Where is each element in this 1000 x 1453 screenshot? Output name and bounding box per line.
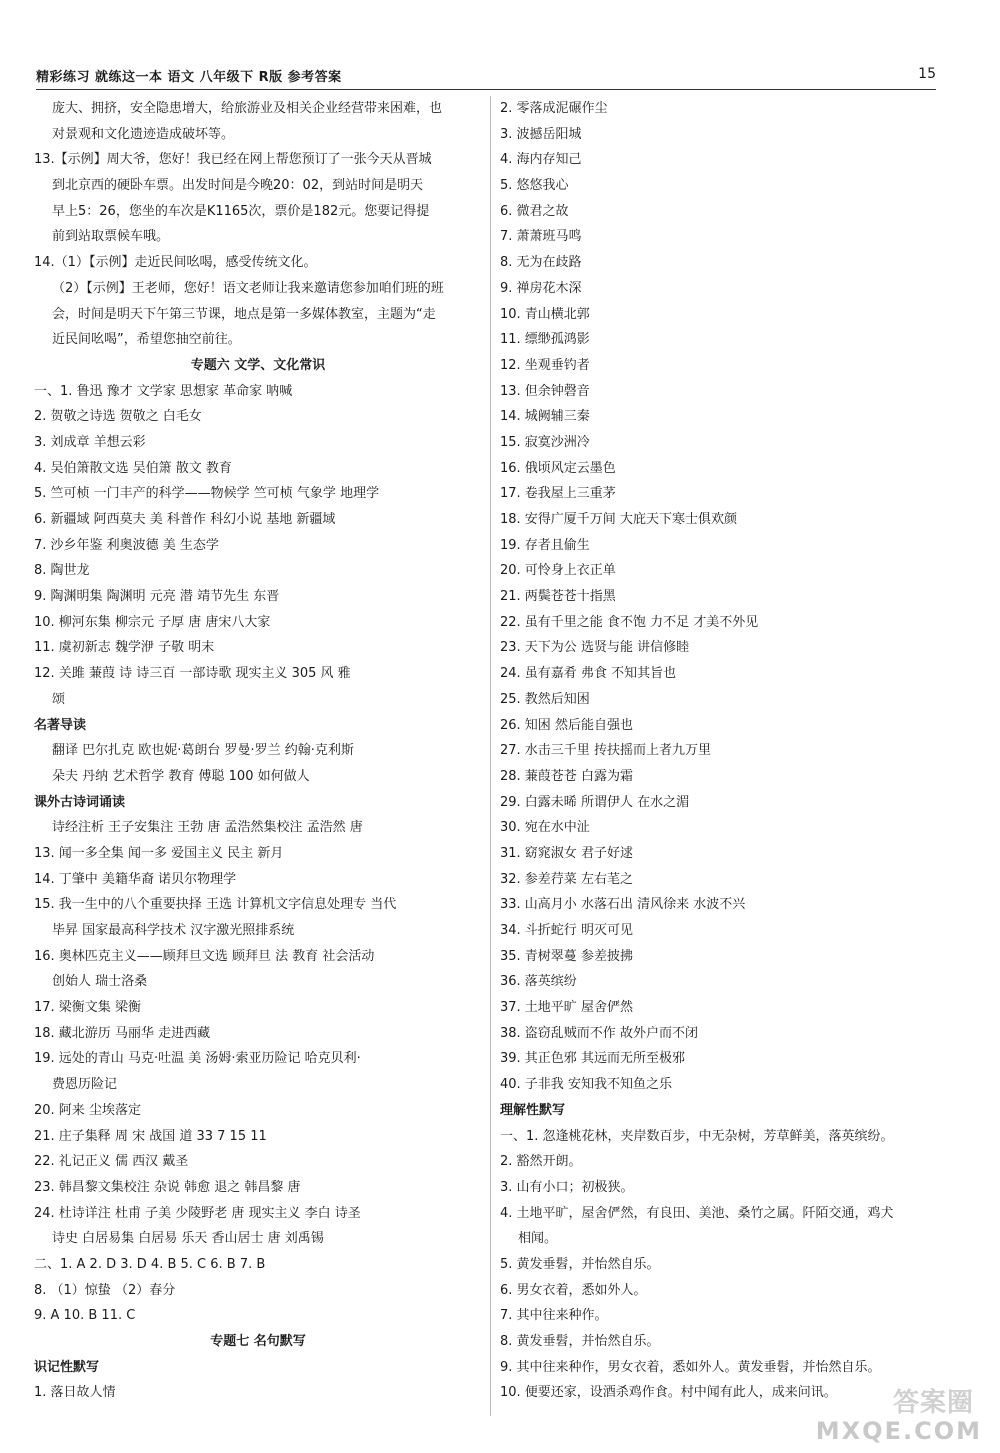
- answer-line: 37. 土地平旷 屋舍俨然: [500, 1000, 633, 1016]
- answer-line: 一、1. 忽逢桃花林，夹岸数百步，中无杂树，芳草鲜美，落英缤纷。: [500, 1128, 894, 1144]
- answer-line: 38. 盗窃乱贼而不作 故外户而不闭: [500, 1025, 698, 1041]
- answer-line: 22. 虽有千里之能 食不饱 力不足 才美不外见: [500, 614, 759, 630]
- subsection-title: 理解性默写: [500, 1102, 566, 1118]
- answer-line: 创始人 瑞士洛桑: [52, 974, 148, 990]
- answer-line: 近民间吆喝”，希望您抽空前往。: [52, 332, 241, 348]
- answer-line: 17. 卷我屋上三重茅: [500, 486, 616, 502]
- answer-line: 14. 城阙辅三秦: [500, 409, 590, 425]
- answer-line: 19. 存者且偷生: [500, 537, 590, 553]
- answer-line: 12. 坐观垂钓者: [500, 357, 590, 373]
- answer-line: 10. 便要还家，设酒杀鸡作食。村中闻有此人，成来问讯。: [500, 1385, 837, 1401]
- answer-line: 9. A 10. B 11. C: [34, 1308, 136, 1324]
- answer-line: 12. 关雎 蒹葭 诗 诗三百 一部诗歌 现实主义 305 风 雅: [34, 666, 351, 682]
- page-number: 15: [918, 66, 936, 82]
- answer-line: 会，时间是明天下午第三节课，地点是第一多媒体教室，主题为“走: [52, 306, 436, 322]
- answer-line: 8. （1）惊蛰 （2）春分: [34, 1282, 176, 1298]
- answer-line: 4. 土地平旷，屋舍俨然，有良田、美池、桑竹之属。阡陌交通，鸡犬: [500, 1205, 894, 1221]
- answer-line: 3. 刘成章 羊想云彩: [34, 434, 146, 450]
- answer-line: 18. 安得广厦千万间 大庇天下寒士俱欢颜: [500, 512, 737, 527]
- answer-line: 4. 海内存知己: [500, 152, 582, 168]
- answer-line: 15. 寂寞沙洲冷: [500, 434, 590, 450]
- answer-line: 13. 但余钟磬音: [500, 383, 590, 399]
- answer-line: 40. 子非我 安知我不知鱼之乐: [500, 1077, 672, 1093]
- answer-line: 5. 悠悠我心: [500, 178, 569, 194]
- answer-line: 诗经注析 王子安集注 王勃 唐 孟浩然集校注 孟浩然 唐: [52, 820, 363, 836]
- answer-line: 20. 可怜身上衣正单: [500, 563, 616, 579]
- answer-line: 2. 零落成泥碾作尘: [500, 101, 608, 116]
- answer-line: 31. 窈窕淑女 君子好逑: [500, 845, 633, 861]
- answer-line: 13. 闻一多全集 闻一多 爱国主义 民主 新月: [34, 845, 284, 861]
- answer-line: 28. 蒹葭苍苍 白露为霜: [500, 768, 633, 784]
- column-divider: [490, 96, 491, 1416]
- answer-line: 30. 宛在水中沚: [500, 820, 590, 836]
- answer-line: 5. 竺可桢 一门丰产的科学——物候学 竺可桢 气象学 地理学: [34, 486, 380, 502]
- answer-line: 18. 藏北游历 马丽华 走进西藏: [34, 1025, 211, 1041]
- header-title: 精彩练习 就练这一本 语文 八年级下 R版 参考答案: [36, 70, 342, 85]
- right-column: [500, 96, 940, 1406]
- answer-line: 9. 其中往来种作，男女衣着，悉如外人。黄发垂髫，并怡然自乐。: [500, 1359, 881, 1375]
- answer-line: 翻译 巴尔扎克 欧也妮·葛朗台 罗曼·罗兰 约翰·克利斯: [52, 743, 354, 759]
- answer-line: 相闻。: [518, 1231, 558, 1247]
- answer-line: 13.【示例】周大爷，您好！我已经在网上帮您预订了一张今天从晋城: [34, 152, 432, 168]
- answer-line: 颂: [52, 691, 66, 707]
- answer-line: 27. 水击三千里 抟扶摇而上者九万里: [500, 743, 711, 759]
- answer-line: 24. 虽有嘉肴 弗食 不知其旨也: [500, 666, 677, 682]
- answer-line: 二、1. A 2. D 3. D 4. B 5. C 6. B 7. B: [34, 1256, 266, 1272]
- answer-line: 23. 天下为公 选贤与能 讲信修睦: [500, 640, 690, 656]
- answer-line: 毕昇 国家最高科学技术 汉字激光照排系统: [52, 923, 295, 938]
- left-column: [34, 96, 482, 1406]
- answer-line: 早上5：26，您坐的车次是K1165次，票价是182元。您要记得提: [52, 203, 430, 219]
- answer-line: 费恩历险记: [52, 1077, 118, 1093]
- answer-line: 2. 豁然开朗。: [500, 1154, 582, 1170]
- answer-line: （2）【示例】王老师，您好！语文老师让我来邀请您参加咱们班的班: [52, 280, 444, 296]
- answer-line: 10. 青山横北郭: [500, 306, 590, 322]
- section-heading: 专题六 文学、文化常识: [190, 357, 326, 373]
- section-heading: 专题七 名句默写: [210, 1334, 306, 1349]
- answer-line: 33. 山高月小 水落石出 清风徐来 水波不兴: [500, 897, 746, 913]
- answer-line: 3. 波撼岳阳城: [500, 126, 582, 142]
- answer-line: 4. 吴伯箫散文选 吴伯箫 散文 教育: [34, 460, 232, 476]
- answer-line: 36. 落英缤纷: [500, 974, 577, 990]
- answer-line: 24. 杜诗详注 杜甫 子美 少陵野老 唐 现实主义 李白 诗圣: [34, 1205, 361, 1221]
- answer-line: 11. 虞初新志 魏学洢 子敬 明末: [34, 640, 215, 656]
- answer-line: 7. 萧萧班马鸣: [500, 229, 582, 245]
- answer-line: 16. 奥林匹克主义——顾拜旦文选 顾拜旦 法 教育 社会活动: [34, 948, 375, 964]
- subsection-title: 识记性默写: [34, 1359, 100, 1375]
- answer-line: 朵夫 丹纳 艺术哲学 教育 傅聪 100 如何做人: [52, 768, 310, 784]
- answer-line: 14. 丁肇中 美籍华裔 诺贝尔物理学: [34, 871, 237, 887]
- answer-line: 29. 白露未晞 所谓伊人 在水之湄: [500, 794, 690, 810]
- answer-line: 到北京西的硬卧车票。出发时间是今晚20：02，到站时间是明天: [52, 178, 424, 194]
- answer-line: 17. 梁衡文集 梁衡: [34, 1000, 141, 1016]
- page-header: [36, 62, 936, 92]
- answer-line: 19. 远处的青山 马克·吐温 美 汤姆·索亚历险记 哈克贝利·: [34, 1051, 361, 1067]
- answer-line: 20. 阿来 尘埃落定: [34, 1102, 141, 1118]
- watermark-logo-icon: 答案圈: [892, 1388, 974, 1418]
- answer-line: 11. 缥缈孤鸿影: [500, 332, 590, 348]
- answer-line: 8. 无为在歧路: [500, 255, 582, 271]
- answer-line: 2. 贺敬之诗选 贺敬之 白毛女: [34, 409, 202, 425]
- answer-line: 7. 沙乡年鉴 利奥波德 美 生态学: [34, 537, 219, 553]
- answer-line: 21. 两鬓苍苍十指黑: [500, 589, 616, 605]
- answer-line: 15. 我一生中的八个重要抉择 王选 计算机文字信息处理专 当代: [34, 897, 397, 913]
- answer-line: 庞大、拥挤，安全隐患增大，给旅游业及相关企业经营带来困难，也: [52, 101, 443, 116]
- answer-line: 对景观和文化遗迹造成破坏等。: [52, 126, 235, 142]
- answer-line: 1. 落日故人情: [34, 1385, 116, 1401]
- answer-line: 7. 其中往来种作。: [500, 1308, 608, 1324]
- answer-line: 6. 新疆域 阿西莫夫 美 科普作 科幻小说 基地 新疆域: [34, 512, 336, 527]
- answer-line: 前到站取票候车哦。: [52, 229, 170, 245]
- watermark: [812, 1383, 982, 1445]
- answer-line: 一、1. 鲁迅 豫才 文学家 思想家 革命家 呐喊: [34, 383, 293, 399]
- answer-line: 21. 庄子集释 周 宋 战国 道 33 7 15 11: [34, 1128, 267, 1144]
- answer-line: 16. 俄顷风定云墨色: [500, 460, 616, 476]
- answer-line: 34. 斗折蛇行 明灭可见: [500, 923, 633, 938]
- subsection-title: 课外古诗词诵读: [34, 794, 126, 810]
- answer-line: 6. 男女衣着，悉如外人。: [500, 1282, 647, 1298]
- answer-line: 39. 其正色邪 其远而无所至极邪: [500, 1051, 685, 1067]
- answer-line: 9. 陶渊明集 陶渊明 元亮 潜 靖节先生 东晋: [34, 589, 280, 605]
- answer-line: 22. 礼记正义 儒 西汉 戴圣: [34, 1154, 189, 1170]
- answer-line: 25. 教然后知困: [500, 691, 590, 707]
- answer-line: 诗史 白居易集 白居易 乐天 香山居士 唐 刘禹锡: [52, 1231, 324, 1247]
- answer-line: 26. 知困 然后能自强也: [500, 717, 633, 733]
- answer-line: 35. 青树翠蔓 参差披拂: [500, 948, 633, 964]
- answer-line: 3. 山有小口；初极狭。: [500, 1179, 634, 1195]
- answer-line: 6. 微君之故: [500, 203, 569, 219]
- answer-line: 9. 禅房花木深: [500, 280, 582, 296]
- answer-line: 10. 柳河东集 柳宗元 子厚 唐 唐宋八大家: [34, 614, 271, 630]
- answer-line: 8. 黄发垂髫，并怡然自乐。: [500, 1334, 660, 1349]
- answer-line: 8. 陶世龙: [34, 563, 90, 579]
- answer-line: 5. 黄发垂髫，并怡然自乐。: [500, 1256, 660, 1272]
- watermark-site: MXQE.COM: [815, 1417, 982, 1445]
- header-rule: [36, 89, 936, 90]
- answer-line: 32. 参差荇菜 左右芼之: [500, 871, 633, 887]
- subsection-title: 名著导读: [34, 717, 87, 733]
- answer-line: 23. 韩昌黎文集校注 杂说 韩愈 退之 韩昌黎 唐: [34, 1179, 301, 1195]
- answer-line: 14.（1）【示例】走近民间吆喝，感受传统文化。: [34, 255, 317, 271]
